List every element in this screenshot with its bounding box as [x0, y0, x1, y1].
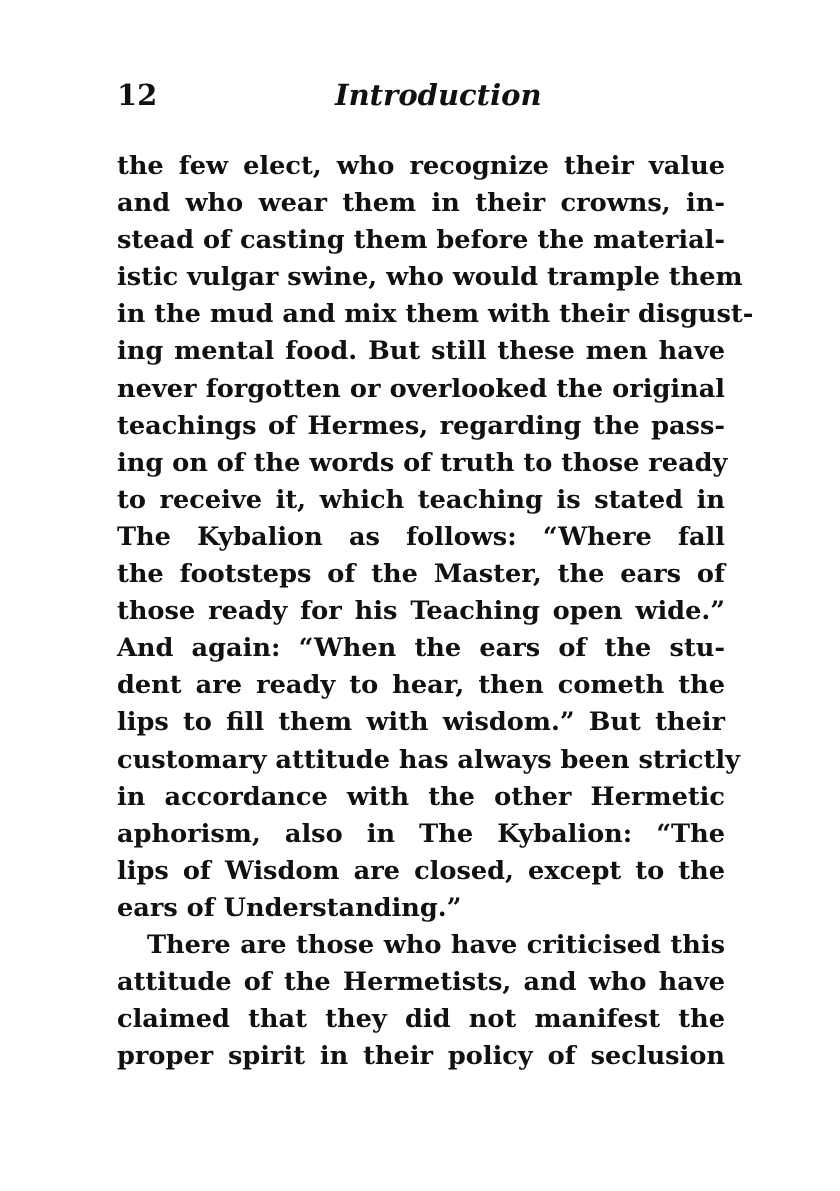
text-line: dent are ready to hear, then cometh the	[117, 670, 725, 701]
text-line: aphorism, also in The Kybalion: “The	[117, 818, 725, 849]
body-text	[117, 148, 754, 1075]
text-line: attitude of the Hermetists, and who have	[117, 967, 725, 998]
text-line: customary attitude has always been strictly	[117, 744, 740, 775]
text-line: the few elect, who recognize their value	[117, 151, 725, 181]
running-head	[117, 78, 725, 122]
text-line: stead of casting them before the material-	[117, 225, 725, 256]
text-line: lips to fill them with wisdom.” But their	[117, 707, 725, 738]
text-line: teachings of Hermes, regarding the pass-	[117, 410, 725, 441]
text-line: claimed that they did not manifest the	[117, 1004, 725, 1035]
text-line: proper spirit in their policy of seclusion	[117, 1041, 725, 1072]
text-line: ears of Understanding.”	[117, 892, 462, 923]
paragraph-1	[117, 148, 754, 927]
text-line: those ready for his Teaching open wide.”	[117, 596, 725, 627]
text-line: in the mud and mix them with their disgust-	[117, 299, 754, 330]
text-line: And again: “When the ears of the stu-	[117, 633, 725, 664]
book-page	[117, 78, 754, 1075]
text-line: never forgotten or overlooked the original	[117, 373, 725, 404]
text-line: and who wear them in their crowns, in-	[117, 188, 725, 219]
page-number: 12	[117, 78, 158, 112]
text-line: ing mental food. But still these men have	[117, 336, 725, 367]
paragraph-2	[117, 927, 725, 1075]
text-line: lips of Wisdom are closed, except to the	[117, 855, 725, 886]
text-line: ing on of the words of truth to those ready	[117, 447, 728, 478]
text-line: to receive it, which teaching is stated in	[117, 484, 725, 515]
running-title: Introduction	[335, 78, 542, 112]
text-line: There are those who have criticised this	[147, 929, 725, 960]
text-line: istic vulgar swine, who would trample them	[117, 262, 743, 293]
text-line: the footsteps of the Master, the ears of	[117, 559, 725, 590]
text-line: in accordance with the other Hermetic	[117, 781, 725, 812]
text-line: The Kybalion as follows: “Where fall	[117, 521, 725, 552]
